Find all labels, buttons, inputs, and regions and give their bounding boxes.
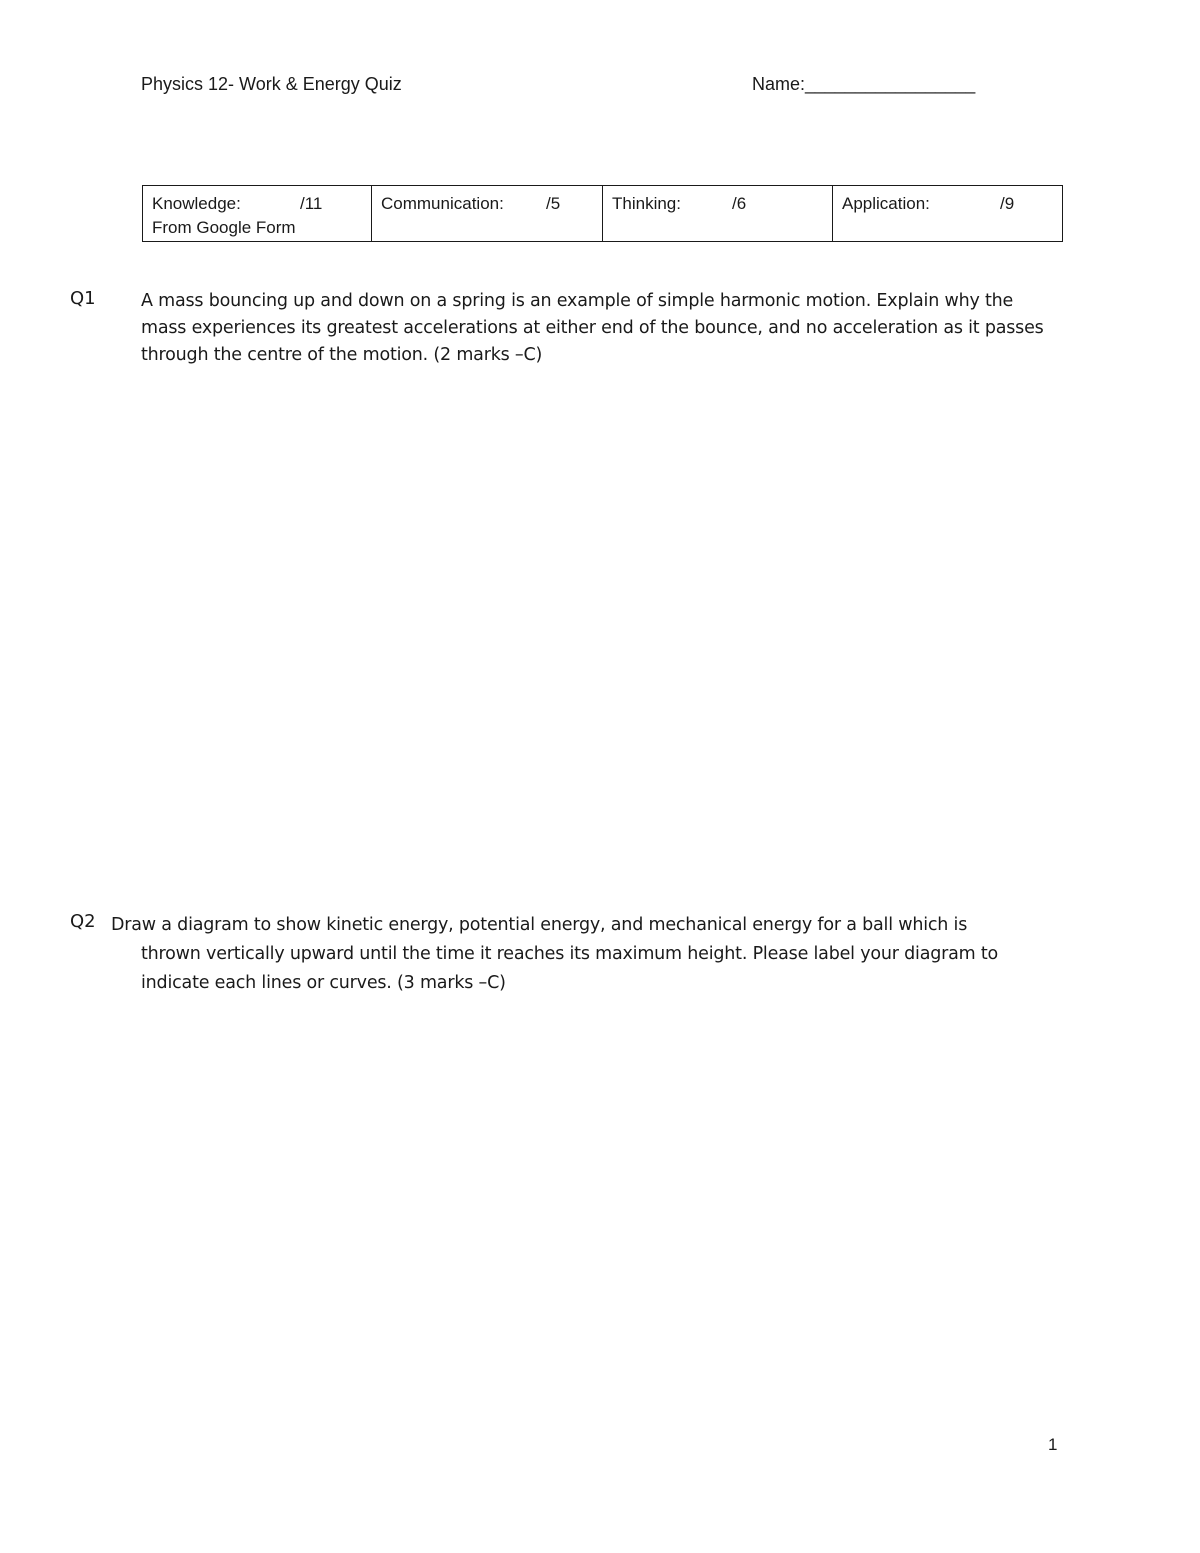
marks-cell-application xyxy=(833,186,1063,242)
page-number: 1 xyxy=(1048,1435,1058,1454)
question-2-number: Q2 xyxy=(70,911,96,932)
marks-score-thinking: /6 xyxy=(732,194,747,213)
marks-label-thinking: Thinking: xyxy=(612,194,681,213)
student-name-field: Name:_________________ xyxy=(752,74,976,94)
marks-score-knowledge: /11 xyxy=(300,194,323,213)
marks-score-application: /9 xyxy=(1000,194,1015,213)
marks-cell-knowledge xyxy=(143,186,372,242)
marks-table xyxy=(142,185,1063,242)
question-2-text xyxy=(70,911,1055,998)
marks-label-knowledge: Knowledge: xyxy=(152,194,241,213)
marks-label-communication: Communication: xyxy=(381,194,504,213)
question-1-text: A mass bouncing up and down on a spring is an example of simple harmonic motion. Explain why the mass experiences its greatest accelerations at either end of the bounce, and no acceleration as it passes through the centre of the motion. (2 marks –C) xyxy=(141,291,1044,365)
question-2-text-line-1: Draw a diagram to show kinetic energy, potential energy, and mechanical energy for a ball which is xyxy=(111,915,968,935)
quiz-title: Physics 12- Work & Energy Quiz xyxy=(141,74,402,94)
marks-label-application: Application: xyxy=(842,194,930,213)
marks-cell-thinking xyxy=(603,186,833,242)
marks-note-knowledge: From Google Form xyxy=(152,218,296,237)
marks-score-communication: /5 xyxy=(546,194,561,213)
marks-table-row xyxy=(143,186,1063,242)
question-2-text-continued: thrown vertically upward until the time it reaches its maximum height. Please label your diagram to indicate each lines or curves. (3 marks –C) xyxy=(141,944,999,993)
question-1-number: Q1 xyxy=(70,288,96,309)
marks-cell-communication xyxy=(372,186,603,242)
